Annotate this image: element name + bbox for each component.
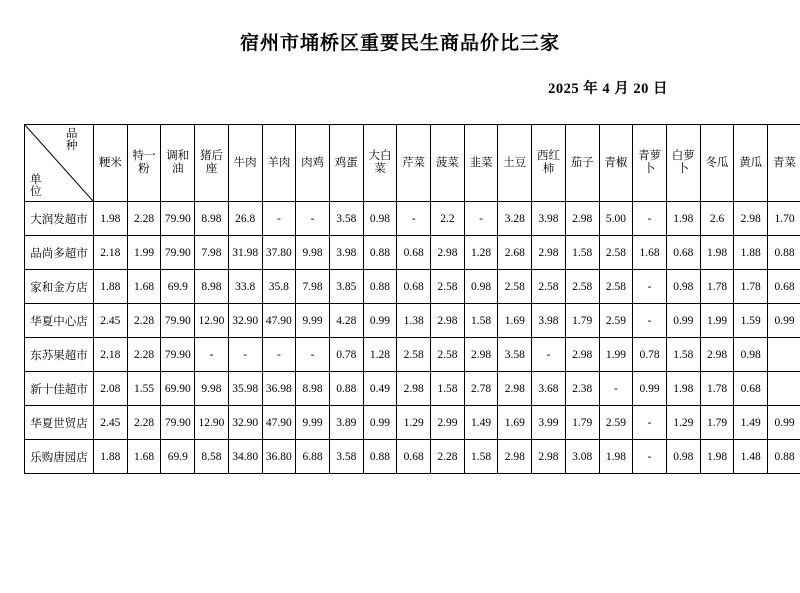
column-header-1: 特一粉 <box>127 125 161 202</box>
cell-value: 2.2 <box>431 202 465 236</box>
cell-value: 1.58 <box>666 338 700 372</box>
cell-value: 1.58 <box>565 236 599 270</box>
cell-value: 1.59 <box>734 304 768 338</box>
cell-value: 35.98 <box>228 372 262 406</box>
cell-value: 1.88 <box>94 270 128 304</box>
cell-value: 2.59 <box>599 304 633 338</box>
table-header <box>25 125 800 202</box>
row-store-name: 品尚多超市 <box>25 236 94 270</box>
cell-value <box>768 372 800 406</box>
cell-value: 1.28 <box>464 236 498 270</box>
cell-value: 36.98 <box>262 372 296 406</box>
cell-value: 9.99 <box>296 304 330 338</box>
cell-value: 1.98 <box>666 372 700 406</box>
cell-value: 1.79 <box>700 406 734 440</box>
cell-value: 2.58 <box>431 338 465 372</box>
cell-value: 1.78 <box>700 270 734 304</box>
cell-value: 79.90 <box>161 338 195 372</box>
cell-value: 0.98 <box>666 270 700 304</box>
cell-value: 47.90 <box>262 406 296 440</box>
cell-value: 0.88 <box>363 236 397 270</box>
cell-value: 0.98 <box>464 270 498 304</box>
cell-value: 2.18 <box>94 236 128 270</box>
cell-value: 2.98 <box>431 304 465 338</box>
cell-value: 3.58 <box>329 440 363 474</box>
cell-value: 1.68 <box>127 270 161 304</box>
cell-value: 0.88 <box>768 236 800 270</box>
cell-value: 7.98 <box>195 236 229 270</box>
cell-value: - <box>532 338 566 372</box>
row-store-name: 大润发超市 <box>25 202 94 236</box>
cell-value: 1.69 <box>498 406 532 440</box>
cell-value: 35.8 <box>262 270 296 304</box>
cell-value: 9.99 <box>296 406 330 440</box>
cell-value: 79.90 <box>161 236 195 270</box>
table-row <box>25 304 800 338</box>
row-store-name: 乐购唐园店 <box>25 440 94 474</box>
cell-value: 1.70 <box>768 202 800 236</box>
cell-value: - <box>296 338 330 372</box>
cell-value: 34.80 <box>228 440 262 474</box>
cell-value: - <box>633 406 667 440</box>
corner-unit-label: 单 位 <box>30 174 52 198</box>
cell-value: 2.98 <box>565 202 599 236</box>
cell-value: 1.79 <box>565 406 599 440</box>
cell-value: - <box>262 338 296 372</box>
cell-value: 8.98 <box>195 270 229 304</box>
cell-value <box>768 338 800 372</box>
cell-value: 0.78 <box>329 338 363 372</box>
cell-value: 0.78 <box>633 338 667 372</box>
cell-value: 0.88 <box>768 440 800 474</box>
column-header-3: 猪后座 <box>195 125 229 202</box>
cell-value: 3.89 <box>329 406 363 440</box>
table-row <box>25 406 800 440</box>
cell-value: 1.68 <box>127 440 161 474</box>
cell-value: 0.68 <box>397 236 431 270</box>
cell-value: 0.68 <box>397 440 431 474</box>
cell-value: 5.00 <box>599 202 633 236</box>
cell-value: 9.98 <box>195 372 229 406</box>
table-row <box>25 270 800 304</box>
cell-value: 3.85 <box>329 270 363 304</box>
cell-value: 69.9 <box>161 440 195 474</box>
cell-value: 69.9 <box>161 270 195 304</box>
cell-value: 0.98 <box>734 338 768 372</box>
cell-value: 1.99 <box>599 338 633 372</box>
cell-value: 2.58 <box>599 236 633 270</box>
cell-value: 2.98 <box>734 202 768 236</box>
cell-value: 3.58 <box>498 338 532 372</box>
cell-value: 2.59 <box>599 406 633 440</box>
cell-value: 0.99 <box>363 304 397 338</box>
cell-value: 1.48 <box>734 440 768 474</box>
column-header-9: 芹菜 <box>397 125 431 202</box>
cell-value: 3.08 <box>565 440 599 474</box>
cell-value: 2.28 <box>127 338 161 372</box>
cell-value: 0.68 <box>666 236 700 270</box>
cell-value: 2.28 <box>127 202 161 236</box>
table-row <box>25 236 800 270</box>
cell-value: 33.8 <box>228 270 262 304</box>
cell-value: 2.98 <box>431 236 465 270</box>
cell-value: 1.88 <box>734 236 768 270</box>
cell-value: 1.78 <box>734 270 768 304</box>
table-header-row <box>25 125 800 202</box>
cell-value: 69.90 <box>161 372 195 406</box>
cell-value: 8.98 <box>195 202 229 236</box>
column-header-5: 羊肉 <box>262 125 296 202</box>
table-corner-header <box>25 125 94 202</box>
cell-value: 2.58 <box>431 270 465 304</box>
cell-value: 8.58 <box>195 440 229 474</box>
cell-value: 2.58 <box>397 338 431 372</box>
column-header-19: 黄瓜 <box>734 125 768 202</box>
cell-value: 2.28 <box>127 406 161 440</box>
cell-value: 2.98 <box>397 372 431 406</box>
cell-value: - <box>633 202 667 236</box>
cell-value: 1.49 <box>734 406 768 440</box>
cell-value: 1.49 <box>464 406 498 440</box>
column-header-13: 西红柿 <box>532 125 566 202</box>
cell-value: 0.98 <box>363 202 397 236</box>
cell-value: 1.29 <box>666 406 700 440</box>
column-header-16: 青萝卜 <box>633 125 667 202</box>
cell-value: 2.98 <box>498 372 532 406</box>
row-store-name: 东苏果超市 <box>25 338 94 372</box>
cell-value: 2.08 <box>94 372 128 406</box>
row-store-name: 新十佳超市 <box>25 372 94 406</box>
cell-value: 0.68 <box>734 372 768 406</box>
table-row <box>25 440 800 474</box>
cell-value: 1.29 <box>397 406 431 440</box>
cell-value: 2.38 <box>565 372 599 406</box>
cell-value: - <box>464 202 498 236</box>
price-comparison-table <box>24 124 800 474</box>
cell-value: 3.98 <box>532 202 566 236</box>
cell-value: 1.68 <box>633 236 667 270</box>
cell-value: 2.78 <box>464 372 498 406</box>
cell-value: 4.28 <box>329 304 363 338</box>
cell-value: 36.80 <box>262 440 296 474</box>
cell-value: - <box>262 202 296 236</box>
cell-value: 8.98 <box>296 372 330 406</box>
cell-value: 0.88 <box>329 372 363 406</box>
cell-value: 32.90 <box>228 406 262 440</box>
cell-value: 0.99 <box>363 406 397 440</box>
cell-value: 2.58 <box>532 270 566 304</box>
cell-value: 1.55 <box>127 372 161 406</box>
cell-value: 1.79 <box>565 304 599 338</box>
cell-value: 0.68 <box>768 270 800 304</box>
cell-value: 2.68 <box>498 236 532 270</box>
cell-value: 1.99 <box>127 236 161 270</box>
corner-category-label: 品 种 <box>66 128 88 152</box>
cell-value: 0.99 <box>633 372 667 406</box>
column-header-6: 肉鸡 <box>296 125 330 202</box>
cell-value: 0.88 <box>363 270 397 304</box>
cell-value: 2.28 <box>431 440 465 474</box>
cell-value: 2.28 <box>127 304 161 338</box>
cell-value: 1.98 <box>700 440 734 474</box>
cell-value: 1.28 <box>363 338 397 372</box>
cell-value: - <box>633 270 667 304</box>
document-date: 2025 年 4 月 20 日 <box>14 77 786 98</box>
cell-value: 26.8 <box>228 202 262 236</box>
cell-value: 79.90 <box>161 406 195 440</box>
cell-value: 3.28 <box>498 202 532 236</box>
cell-value: 2.98 <box>532 236 566 270</box>
cell-value: 32.90 <box>228 304 262 338</box>
cell-value: 3.99 <box>532 406 566 440</box>
cell-value: 2.98 <box>464 338 498 372</box>
cell-value: 2.58 <box>599 270 633 304</box>
cell-value: 3.58 <box>329 202 363 236</box>
cell-value: 1.58 <box>464 304 498 338</box>
cell-value: 12.90 <box>195 406 229 440</box>
cell-value: 1.38 <box>397 304 431 338</box>
cell-value: 1.98 <box>94 202 128 236</box>
cell-value: 37.80 <box>262 236 296 270</box>
cell-value: 0.68 <box>397 270 431 304</box>
cell-value: 3.98 <box>329 236 363 270</box>
column-header-2: 调和油 <box>161 125 195 202</box>
cell-value: 31.98 <box>228 236 262 270</box>
cell-value: - <box>633 440 667 474</box>
cell-value: 9.98 <box>296 236 330 270</box>
table-row <box>25 202 800 236</box>
cell-value: 2.58 <box>565 270 599 304</box>
page-title: 宿州市埇桥区重要民生商品价比三家 <box>14 28 786 55</box>
cell-value: 1.99 <box>700 304 734 338</box>
cell-value: 79.90 <box>161 202 195 236</box>
cell-value: 12.90 <box>195 304 229 338</box>
column-header-17: 白萝卜 <box>666 125 700 202</box>
cell-value: 0.99 <box>768 304 800 338</box>
cell-value: 3.68 <box>532 372 566 406</box>
cell-value: 7.98 <box>296 270 330 304</box>
cell-value: 2.45 <box>94 406 128 440</box>
column-header-14: 茄子 <box>565 125 599 202</box>
cell-value: 1.98 <box>599 440 633 474</box>
cell-value: 2.45 <box>94 304 128 338</box>
column-header-20: 青菜 <box>768 125 800 202</box>
cell-value: - <box>228 338 262 372</box>
table-row <box>25 372 800 406</box>
cell-value: 0.99 <box>768 406 800 440</box>
column-header-7: 鸡蛋 <box>329 125 363 202</box>
cell-value: 1.69 <box>498 304 532 338</box>
cell-value: 6.88 <box>296 440 330 474</box>
cell-value: 1.58 <box>464 440 498 474</box>
cell-value: 1.98 <box>666 202 700 236</box>
column-header-12: 土豆 <box>498 125 532 202</box>
cell-value: 47.90 <box>262 304 296 338</box>
column-header-15: 青椒 <box>599 125 633 202</box>
cell-value: - <box>397 202 431 236</box>
column-header-0: 粳米 <box>94 125 128 202</box>
cell-value: 0.98 <box>666 440 700 474</box>
column-header-10: 菠菜 <box>431 125 465 202</box>
cell-value: 3.98 <box>532 304 566 338</box>
cell-value: 2.98 <box>498 440 532 474</box>
cell-value: - <box>633 304 667 338</box>
cell-value: - <box>599 372 633 406</box>
table-body <box>25 202 800 474</box>
document-page <box>0 28 800 593</box>
cell-value: 1.88 <box>94 440 128 474</box>
row-store-name: 家和金方店 <box>25 270 94 304</box>
cell-value: 1.58 <box>431 372 465 406</box>
cell-value: - <box>195 338 229 372</box>
cell-value: 2.98 <box>532 440 566 474</box>
table-row <box>25 338 800 372</box>
cell-value: 2.98 <box>565 338 599 372</box>
cell-value: 0.88 <box>363 440 397 474</box>
cell-value: 2.6 <box>700 202 734 236</box>
column-header-18: 冬瓜 <box>700 125 734 202</box>
column-header-8: 大白菜 <box>363 125 397 202</box>
cell-value: 2.58 <box>498 270 532 304</box>
cell-value: 2.98 <box>700 338 734 372</box>
cell-value: 0.49 <box>363 372 397 406</box>
cell-value: 79.90 <box>161 304 195 338</box>
row-store-name: 华夏中心店 <box>25 304 94 338</box>
column-header-11: 韭菜 <box>464 125 498 202</box>
cell-value: 0.99 <box>666 304 700 338</box>
cell-value: 1.78 <box>700 372 734 406</box>
cell-value: 2.99 <box>431 406 465 440</box>
cell-value: 1.98 <box>700 236 734 270</box>
cell-value: 2.18 <box>94 338 128 372</box>
row-store-name: 华夏世贸店 <box>25 406 94 440</box>
column-header-4: 牛肉 <box>228 125 262 202</box>
cell-value: - <box>296 202 330 236</box>
